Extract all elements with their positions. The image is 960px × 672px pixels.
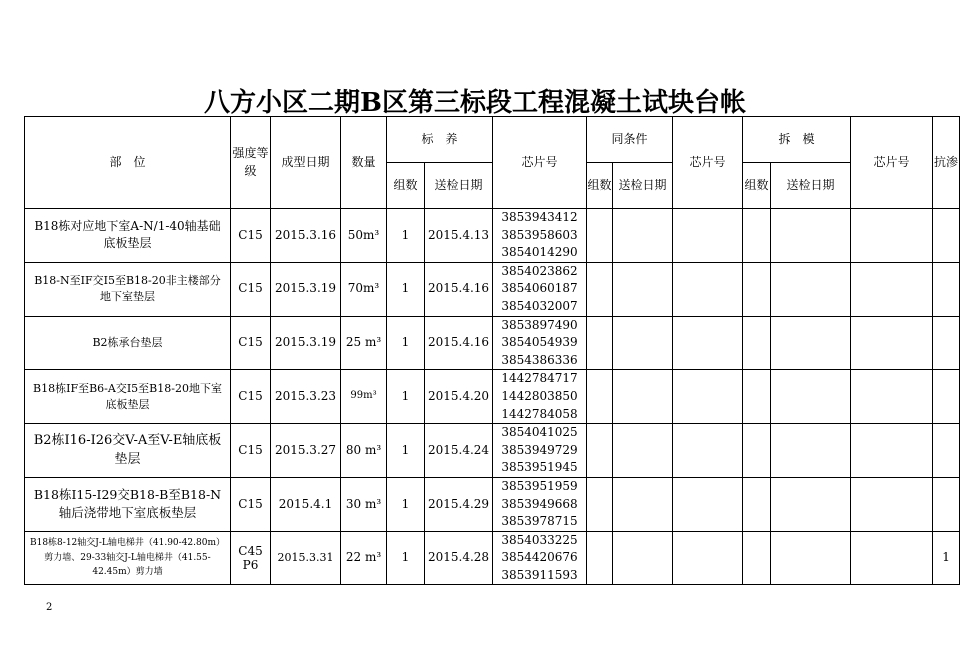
- row-cast-date: 2015.3.16: [271, 209, 341, 263]
- chip-number: 3854420676: [501, 550, 578, 565]
- chip-number: 3853897490: [501, 317, 578, 332]
- row-impermeability: [933, 262, 960, 316]
- table-row: [25, 477, 960, 531]
- row-same-groups: [587, 424, 613, 478]
- chip-number: 3854041025: [501, 425, 578, 440]
- row-cast-date: 2015.3.27: [271, 424, 341, 478]
- row-chips: [493, 477, 587, 531]
- table-row: [25, 262, 960, 316]
- row-grade: C45 P6: [231, 531, 271, 585]
- chip-number: 3853949668: [501, 496, 578, 511]
- table-row: [25, 531, 960, 585]
- row-same-send-date: [613, 316, 673, 370]
- table-row: [25, 370, 960, 424]
- row-demold-chip: [851, 370, 933, 424]
- row-quantity: 22 m³: [341, 531, 387, 585]
- header-same-chip: 芯片号: [673, 117, 743, 209]
- row-same-send-date: [613, 209, 673, 263]
- row-quantity: 30 m³: [341, 477, 387, 531]
- row-demold-groups: [743, 262, 771, 316]
- row-demold-groups: [743, 531, 771, 585]
- row-same-send-date: [613, 262, 673, 316]
- chip-number: 3853951945: [501, 460, 578, 475]
- chip-number: 3853949729: [501, 442, 578, 457]
- row-same-groups: [587, 370, 613, 424]
- row-demold-send-date: [771, 209, 851, 263]
- row-same-groups: [587, 209, 613, 263]
- page-title: 八方小区二期B区第三标段工程混凝土试块台帐: [204, 88, 746, 118]
- row-chips: [493, 262, 587, 316]
- chip-number: 3854033225: [501, 532, 578, 547]
- header-demold-groups: 组数: [743, 163, 771, 209]
- row-location: B18栋8-12轴交J-L轴电梯井（41.90-42.80m）剪力墙、29-33轴交J-L轴电梯井（41.55-42.45m）剪力墙: [25, 531, 231, 585]
- table-row: [25, 424, 960, 478]
- row-chips: [493, 370, 587, 424]
- row-cast-date: 2015.3.19: [271, 316, 341, 370]
- row-demold-chip: [851, 424, 933, 478]
- row-demold-chip: [851, 209, 933, 263]
- row-impermeability: [933, 209, 960, 263]
- header-standard-cure: 标 养: [387, 117, 493, 163]
- table-row: [25, 209, 960, 263]
- row-same-groups: [587, 262, 613, 316]
- row-cast-date: 2015.4.1: [271, 477, 341, 531]
- row-location: B18栋IF至B6-A交I5至B18-20地下室底板垫层: [25, 370, 231, 424]
- row-same-send-date: [613, 531, 673, 585]
- row-demold-send-date: [771, 316, 851, 370]
- row-groups: 1: [387, 262, 425, 316]
- header-quantity: 数量: [341, 117, 387, 209]
- row-groups: 1: [387, 477, 425, 531]
- row-demold-groups: [743, 209, 771, 263]
- row-send-date: 2015.4.29: [425, 477, 493, 531]
- row-location: B2栋承台垫层: [25, 316, 231, 370]
- row-demold-groups: [743, 477, 771, 531]
- row-quantity: 25 m³: [341, 316, 387, 370]
- row-impermeability: [933, 316, 960, 370]
- table-row: [25, 316, 960, 370]
- chip-number: 3853943412: [501, 210, 578, 224]
- row-send-date: 2015.4.16: [425, 262, 493, 316]
- row-demold-send-date: [771, 477, 851, 531]
- header-groups: 组数: [387, 163, 425, 209]
- chip-number: 3853978715: [501, 514, 578, 529]
- row-impermeability: [933, 477, 960, 531]
- row-same-chip: [673, 424, 743, 478]
- row-chips: [493, 531, 587, 585]
- row-impermeability: [933, 370, 960, 424]
- row-same-chip: [673, 209, 743, 263]
- header-demold-send-date: 送检日期: [771, 163, 851, 209]
- row-demold-send-date: [771, 370, 851, 424]
- row-same-chip: [673, 477, 743, 531]
- row-groups: 1: [387, 316, 425, 370]
- row-groups: 1: [387, 531, 425, 585]
- row-send-date: 2015.4.13: [425, 209, 493, 263]
- row-grade: C15: [231, 262, 271, 316]
- row-same-groups: [587, 477, 613, 531]
- chip-number: 3854386336: [501, 352, 578, 367]
- row-same-groups: [587, 316, 613, 370]
- chip-number: 1442784717: [501, 371, 578, 386]
- row-same-chip: [673, 370, 743, 424]
- chip-number: 1442803850: [501, 388, 578, 403]
- row-location: B18-N至IF交I5至B18-20非主楼部分地下室垫层: [25, 262, 231, 316]
- header-demold: 拆 模: [743, 117, 851, 163]
- chip-number: 3854060187: [501, 281, 578, 296]
- header-impermeability: 抗渗: [933, 117, 960, 209]
- row-impermeability: 1: [933, 531, 960, 585]
- row-demold-chip: [851, 316, 933, 370]
- row-quantity: 70m³: [341, 262, 387, 316]
- row-location: B2栋I16-I26交V-A至V-E轴底板垫层: [25, 424, 231, 478]
- row-groups: 1: [387, 209, 425, 263]
- row-chips: [493, 424, 587, 478]
- header-chip: 芯片号: [493, 117, 587, 209]
- header-same-send-date: 送检日期: [613, 163, 673, 209]
- row-demold-chip: [851, 531, 933, 585]
- row-grade: C15: [231, 477, 271, 531]
- concrete-test-ledger-table: [24, 116, 960, 585]
- row-send-date: 2015.4.28: [425, 531, 493, 585]
- row-impermeability: [933, 424, 960, 478]
- row-cast-date: 2015.3.23: [271, 370, 341, 424]
- header-same-groups: 组数: [587, 163, 613, 209]
- row-same-groups: [587, 531, 613, 585]
- row-same-chip: [673, 316, 743, 370]
- chip-number: 3854014290: [501, 245, 578, 260]
- header-demold-chip: 芯片号: [851, 117, 933, 209]
- page-number: 2: [46, 602, 53, 613]
- row-grade: C15: [231, 370, 271, 424]
- row-cast-date: 2015.3.19: [271, 262, 341, 316]
- row-same-send-date: [613, 370, 673, 424]
- row-chips: [493, 209, 587, 263]
- header-same-condition: 同条件: [587, 117, 673, 163]
- chip-number: 3853958603: [501, 227, 578, 242]
- row-send-date: 2015.4.16: [425, 316, 493, 370]
- row-demold-send-date: [771, 424, 851, 478]
- row-quantity: 80 m³: [341, 424, 387, 478]
- chip-number: 3854054939: [501, 335, 578, 350]
- row-grade: C15: [231, 424, 271, 478]
- row-same-send-date: [613, 477, 673, 531]
- row-demold-groups: [743, 424, 771, 478]
- row-demold-send-date: [771, 531, 851, 585]
- row-send-date: 2015.4.20: [425, 370, 493, 424]
- row-grade: C15: [231, 209, 271, 263]
- chip-number: 3853911593: [501, 567, 578, 582]
- chip-number: 3853951959: [501, 478, 578, 493]
- header-location: 部 位: [25, 117, 231, 209]
- row-send-date: 2015.4.24: [425, 424, 493, 478]
- row-quantity: 50m³: [341, 209, 387, 263]
- header-grade: 强度等级: [231, 117, 271, 209]
- header-cast-date: 成型日期: [271, 117, 341, 209]
- row-groups: 1: [387, 370, 425, 424]
- row-demold-chip: [851, 262, 933, 316]
- chip-number: 3854023862: [501, 263, 578, 278]
- row-same-chip: [673, 531, 743, 585]
- row-same-send-date: [613, 424, 673, 478]
- row-cast-date: 2015.3.31: [271, 531, 341, 585]
- row-demold-groups: [743, 316, 771, 370]
- row-location: B18栋对应地下室A-N/1-40轴基础底板垫层: [25, 209, 231, 263]
- row-chips: [493, 316, 587, 370]
- chip-number: 1442784058: [501, 406, 578, 421]
- row-demold-groups: [743, 370, 771, 424]
- row-demold-chip: [851, 477, 933, 531]
- row-location: B18栋I15-I29交B18-B至B18-N轴后浇带地下室底板垫层: [25, 477, 231, 531]
- row-grade: C15: [231, 316, 271, 370]
- row-quantity: 99m³: [341, 370, 387, 424]
- row-same-chip: [673, 262, 743, 316]
- chip-number: 3854032007: [501, 298, 578, 313]
- row-demold-send-date: [771, 262, 851, 316]
- row-groups: 1: [387, 424, 425, 478]
- header-send-date: 送检日期: [425, 163, 493, 209]
